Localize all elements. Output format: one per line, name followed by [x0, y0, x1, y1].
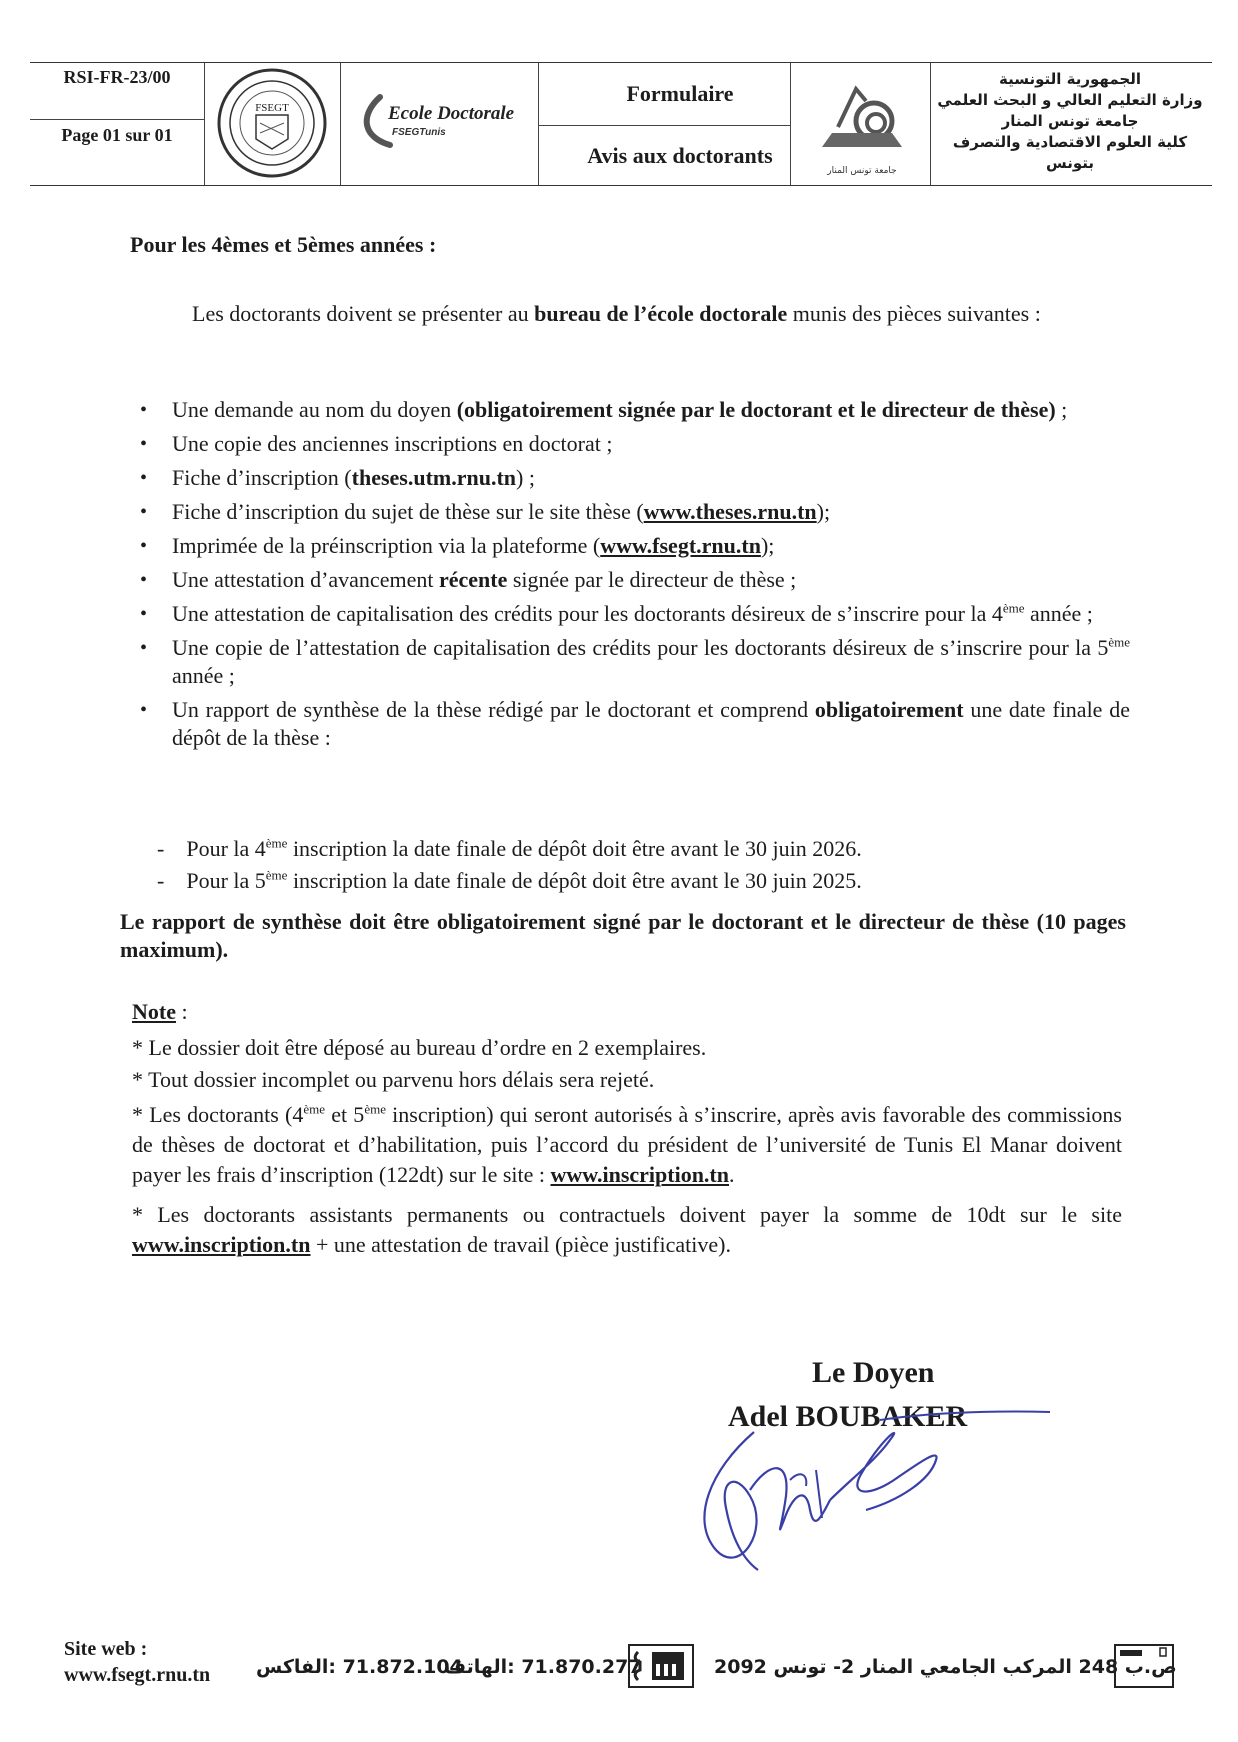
deadline-4th: - Pour la 4ème inscription la date finale de dépôt doit être avant le 30 juin 2026. — [157, 835, 862, 861]
mail-box-icon — [1114, 1644, 1174, 1688]
inscription-link[interactable]: www.inscription.tn — [550, 1162, 729, 1187]
note-item: * Les doctorants (4ème et 5ème inscription) qui seront autorisés à s’inscrire, après avis favorable des commissions de thèses de doctorat et d’habilitation, puis l’accord du président de l’université de Tunis El Manar doivent payer les frais d’inscription (122dt) sur le site : www.inscription.tn. — [132, 1101, 1122, 1187]
footer-address: ص.ب 248 المركب الجامعي المنار 2- تونس 2092 — [714, 1656, 1177, 1678]
handwritten-signature — [680, 1400, 1060, 1580]
note-item: * Les doctorants assistants permanents ou contractuels doivent payer la somme de 10dt sur le site www.inscription.tn + une attestation de travail (pièce justificative). — [132, 1202, 1122, 1257]
list-item: • Une attestation d’avancement récente signée par le directeur de thèse ; — [140, 566, 1130, 594]
header-table — [30, 62, 1212, 186]
list-item: • Fiche d’inscription du sujet de thèse sur le site thèse (www.theses.rnu.tn); — [140, 498, 1130, 526]
page-number: Page 01 sur 01 — [61, 125, 173, 145]
form-title: Avis aux doctorants — [587, 143, 773, 168]
note-heading: Note : — [132, 999, 188, 1024]
header-divider — [538, 63, 539, 185]
list-item: • Un rapport de synthèse de la thèse rédigé par le doctorant et comprend obligatoirement une date finale de dépôt de la thèse : — [140, 696, 1130, 752]
form-label: Formulaire — [626, 81, 734, 106]
required-documents-list — [140, 396, 1130, 758]
header-divider — [30, 119, 204, 120]
theses-link[interactable]: www.theses.rnu.tn — [643, 499, 817, 524]
list-item: • Une copie de l’attestation de capitalisation des crédits pour les doctorants désireux de s’inscrire pour la 5ème année ; — [140, 634, 1130, 690]
list-item: • Une attestation de capitalisation des crédits pour les doctorants désireux de s’inscrire pour la 4ème année ; — [140, 600, 1130, 628]
footer-phone: 71.870.277 :الهاتف — [444, 1656, 642, 1678]
svg-text:U T M: U T M — [847, 150, 877, 162]
intro-paragraph: Les doctorants doivent se présenter au bureau de l’école doctorale munis des pièces suivantes : — [192, 301, 1041, 326]
fsegt-link[interactable]: www.fsegt.rnu.tn — [600, 533, 761, 558]
signatory-title: Le Doyen — [812, 1356, 935, 1389]
ecole-doctorale-logo — [350, 75, 530, 165]
fsegt-seal-logo — [216, 67, 328, 179]
institution-arabic: الجمهورية التونسية وزارة التعليم العالي و البحث العلمي جامعة تونس المنار كلية العلوم الاقتصادية والتصرف بتونس — [937, 70, 1203, 172]
section-title: Pour les 4èmes et 5èmes années : — [130, 232, 437, 257]
list-item: • Imprimée de la préinscription via la plateforme (www.fsegt.rnu.tn); — [140, 532, 1130, 560]
svg-text:FSEGTunis: FSEGTunis — [392, 127, 446, 138]
svg-text:جامعة تونس المنار: جامعة تونس المنار — [827, 166, 897, 176]
phone-fax-icon — [628, 1644, 694, 1688]
rapport-note: Le rapport de synthèse doit être obligatoirement signé par le doctorant et le directeur de thèse (10 pages maximum). — [120, 909, 1126, 962]
svg-text:FSEGT: FSEGT — [255, 102, 289, 114]
inscription-link[interactable]: www.inscription.tn — [132, 1232, 311, 1257]
website-link[interactable]: www.fsegt.rnu.tn — [64, 1664, 211, 1686]
utm-logo — [808, 67, 916, 179]
list-item: • Une copie des anciennes inscriptions en doctorat ; — [140, 430, 1130, 458]
note-item: * Le dossier doit être déposé au bureau d’ordre en 2 exemplaires. — [132, 1035, 707, 1060]
header-divider — [340, 63, 341, 185]
list-item: • Fiche d’inscription (theses.utm.rnu.tn) ; — [140, 464, 1130, 492]
signatory-name: Adel BOUBAKER — [728, 1400, 968, 1433]
header-divider — [538, 125, 790, 126]
footer-website: Site web : www.fsegt.rnu.tn — [64, 1638, 211, 1686]
note-item: * Tout dossier incomplet ou parvenu hors délais sera rejeté. — [132, 1067, 655, 1092]
document-reference: RSI-FR-23/00 — [63, 67, 171, 87]
deadline-5th: - Pour la 5ème inscription la date finale de dépôt doit être avant le 30 juin 2025. — [157, 867, 862, 893]
footer-fax: 71.872.104 :الفاكس — [256, 1656, 463, 1678]
header-divider — [204, 63, 205, 185]
svg-text:Ecole Doctorale: Ecole Doctorale — [388, 103, 515, 124]
list-item: • Une demande au nom du doyen (obligatoirement signée par le doctorant et le directeur de thèse) ; — [140, 396, 1130, 424]
